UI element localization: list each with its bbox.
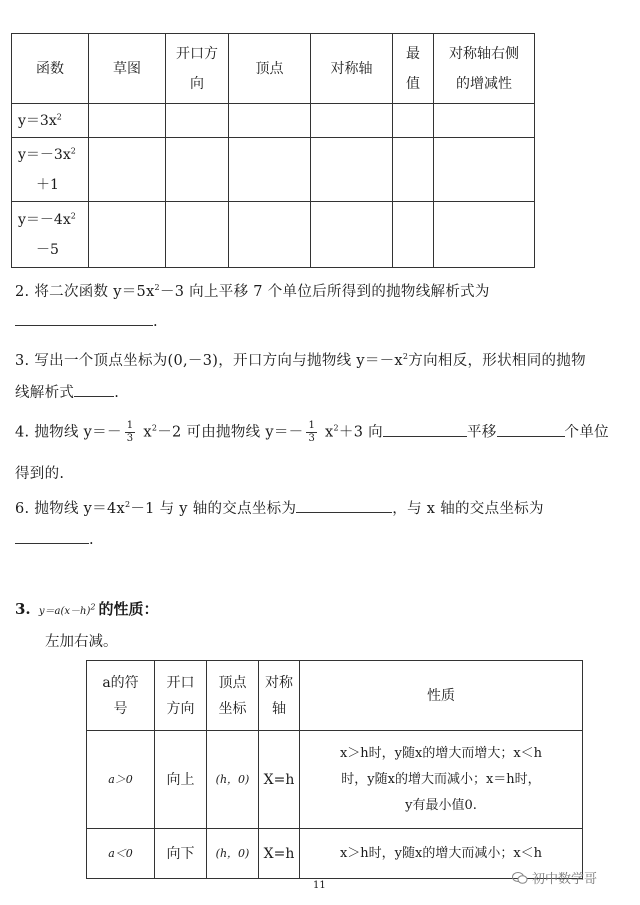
- direction-blank[interactable]: [383, 435, 467, 437]
- answer-cell[interactable]: [229, 138, 311, 202]
- question-3: [15, 349, 586, 370]
- q4-text: ＋3 向: [338, 424, 383, 441]
- question-2: [15, 280, 490, 301]
- table-row: [87, 829, 583, 879]
- answer-cell[interactable]: [393, 202, 434, 268]
- header-cell: 开口方 向: [166, 34, 229, 104]
- exponent: 2: [402, 352, 409, 362]
- axis-cell: X=h: [259, 731, 300, 829]
- q3-text: 方向相反，形状相同的抛物: [408, 353, 586, 369]
- header-cell: 开口 方向: [155, 661, 207, 731]
- q2-text: －3 向上平移 7 个单位后所得到的抛物线解析式为: [159, 284, 490, 300]
- answer-cell[interactable]: [311, 202, 393, 268]
- section-number: 3.: [15, 600, 31, 618]
- answer-cell[interactable]: [393, 104, 434, 138]
- section-note: 左加右减。: [45, 634, 118, 650]
- q3-text: 线解析式: [15, 385, 75, 401]
- q6-end: .: [89, 532, 94, 548]
- function-cell: $y=3x^2$: [12, 104, 89, 138]
- property-line: 时，y随x的增大而减小；x＝h时，: [341, 771, 541, 787]
- q4-text: 得到的.: [15, 466, 65, 482]
- wechat-icon: [512, 871, 528, 885]
- exponent: 2: [124, 500, 131, 510]
- property-cell: [300, 731, 583, 829]
- answer-blank[interactable]: [74, 395, 114, 397]
- table-row: [12, 104, 535, 138]
- q6-text: 6. 抛物线 y＝4x: [15, 501, 125, 517]
- q2-text: 2. 将二次函数 y＝5x: [15, 284, 155, 300]
- sign-cell: a＜0: [87, 829, 155, 879]
- function-cell: $y=-3x^2$ ＋1: [12, 138, 89, 202]
- q4-text: x: [138, 424, 152, 441]
- function-cell: $y=-4x^2$ －5: [12, 202, 89, 268]
- q4-text: 个单位: [564, 424, 609, 441]
- header-cell: 函数: [12, 34, 89, 104]
- question-3-line-2: [15, 381, 119, 402]
- question-4: [15, 420, 609, 445]
- q3-end: .: [114, 385, 120, 401]
- answer-cell[interactable]: [311, 104, 393, 138]
- header-cell: 性质: [300, 661, 583, 731]
- header-cell: 对称轴右侧 的增减性: [434, 34, 535, 104]
- opening-cell: 向下: [155, 829, 207, 879]
- header-cell: 顶点 坐标: [207, 661, 259, 731]
- page-number: 11: [313, 880, 326, 891]
- answer-cell[interactable]: [166, 138, 229, 202]
- watermark-text: 初中数学哥: [532, 872, 598, 887]
- question-6-line-2: [15, 532, 94, 548]
- answer-cell[interactable]: [434, 138, 535, 202]
- answer-cell[interactable]: [393, 138, 434, 202]
- fraction: [125, 420, 136, 445]
- q6-text: －1 与 y 轴的交点坐标为: [130, 501, 297, 517]
- q6-text: ，与 x 轴的交点坐标为: [392, 501, 544, 517]
- q4-text: 4. 抛物线 y＝－: [15, 424, 122, 441]
- answer-cell[interactable]: [434, 202, 535, 268]
- q4-text: －2 可由抛物线 y＝－: [157, 424, 304, 441]
- answer-cell[interactable]: [89, 202, 166, 268]
- answer-cell[interactable]: [311, 138, 393, 202]
- answer-blank[interactable]: [296, 511, 392, 513]
- section-title: [15, 598, 159, 619]
- header-cell: 草图: [89, 34, 166, 104]
- header-cell: 对称轴: [311, 34, 393, 104]
- property-line: y有最小值0.: [405, 797, 477, 813]
- header-cell: 顶点: [229, 34, 311, 104]
- property-line: x＞h时，y随x的增大而增大；x＜h: [339, 745, 543, 761]
- numerator: 1: [308, 420, 316, 431]
- exponent: 2: [154, 283, 160, 293]
- q4-text: x: [320, 424, 334, 441]
- table-header-row: [12, 34, 535, 104]
- section-title-text: 的性质：: [98, 600, 159, 618]
- denominator: 3: [308, 433, 316, 444]
- header-cell: 对称 轴: [259, 661, 300, 731]
- numerator: 1: [126, 420, 134, 431]
- answer-cell[interactable]: [229, 104, 311, 138]
- axis-cell: X=h: [259, 829, 300, 879]
- denominator: 3: [126, 433, 134, 444]
- exponent: 2: [333, 423, 339, 433]
- answer-cell[interactable]: [166, 104, 229, 138]
- units-blank[interactable]: [497, 435, 565, 437]
- header-cell: a的符 号: [87, 661, 155, 731]
- table-row: [12, 138, 535, 202]
- property-line: x＞h时，y随x的增大而减小；x＜h: [339, 845, 543, 861]
- exponent: 2: [151, 423, 158, 433]
- section-formula: $y=a(x-h)^2$: [38, 602, 96, 617]
- vertex-form-properties-table: [86, 660, 583, 879]
- answer-cell[interactable]: [89, 104, 166, 138]
- q3-text: 3. 写出一个顶点坐标为(0,－3)，开口方向与抛物线 y＝－x: [15, 353, 403, 369]
- table-row: [87, 731, 583, 829]
- table-header-row: [87, 661, 583, 731]
- answer-cell[interactable]: [166, 202, 229, 268]
- q2-end: .: [153, 314, 158, 330]
- answer-blank[interactable]: [15, 542, 89, 544]
- q4-text: 平移: [466, 424, 497, 441]
- vertex-cell: (h，0): [207, 829, 259, 879]
- answer-cell[interactable]: [89, 138, 166, 202]
- opening-cell: 向上: [155, 731, 207, 829]
- answer-blank[interactable]: [15, 324, 153, 326]
- fraction: [306, 420, 317, 445]
- question-4-line-2: [15, 462, 64, 483]
- vertex-cell: (h，0): [207, 731, 259, 829]
- header-cell: 最 值: [393, 34, 434, 104]
- table-row: [12, 202, 535, 268]
- answer-cell[interactable]: [229, 202, 311, 268]
- sign-cell: a＞0: [87, 731, 155, 829]
- question-2-answer: [15, 314, 158, 330]
- answer-cell[interactable]: [434, 104, 535, 138]
- function-properties-table: [11, 33, 535, 268]
- watermark: [512, 868, 597, 887]
- question-6: [15, 497, 544, 518]
